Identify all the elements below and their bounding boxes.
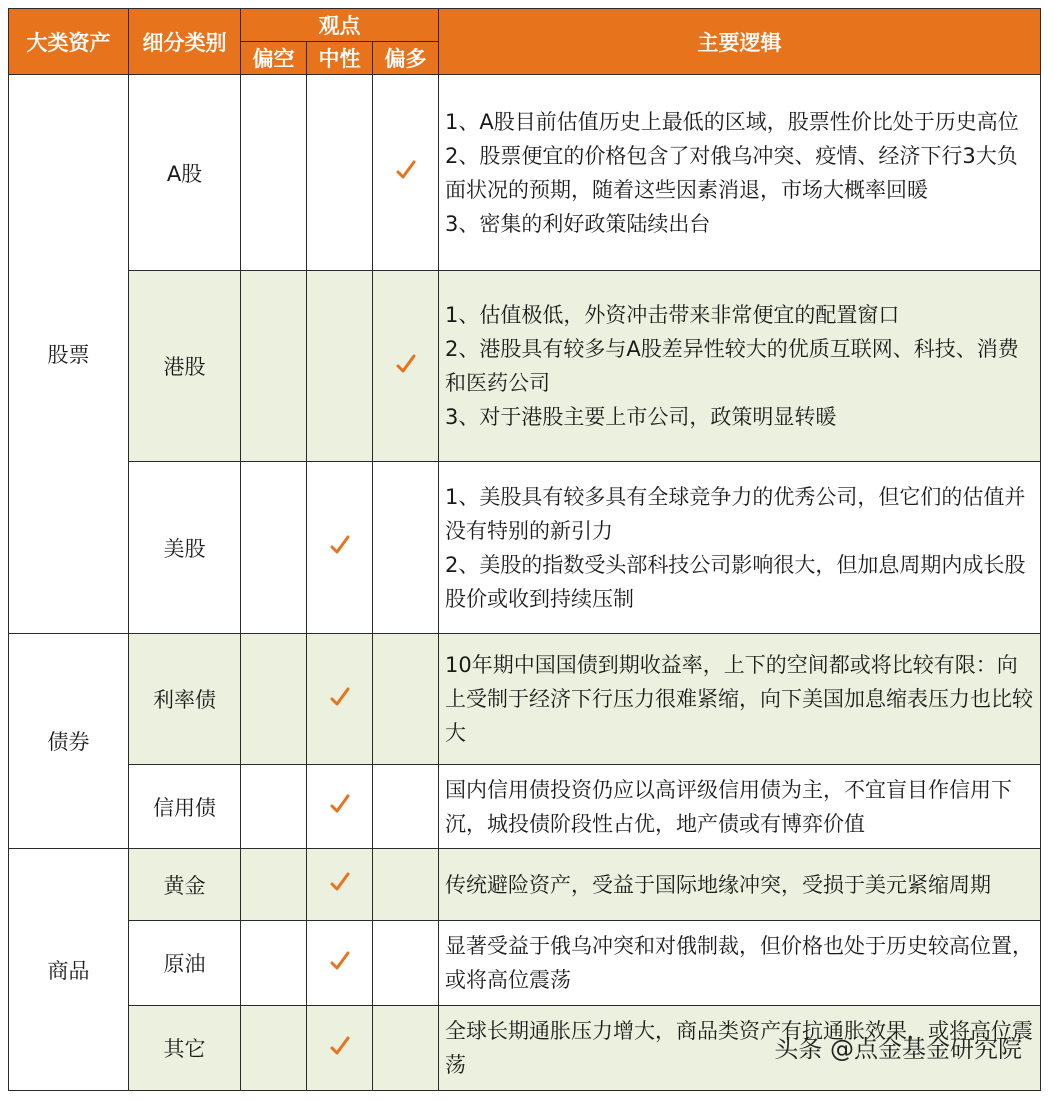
check-icon: [329, 871, 351, 893]
check-icon: [329, 950, 351, 972]
logic-point: 2、港股具有较多与A股差异性较大的优质互联网、科技、消费和医药公司: [445, 337, 1019, 395]
sub-category-cell: A股: [129, 75, 241, 271]
logic-cell: [439, 634, 1041, 765]
logic-point: 2、美股的指数受头部科技公司影响很大，但加息周期内成长股股价或收到持续压制: [445, 552, 1026, 611]
logic-point: 1、美股具有较多具有全球竞争力的优秀公司，但它们的估值并没有特别的新引力: [445, 484, 1026, 543]
page: [8, 8, 1048, 1090]
table-row: [9, 75, 1041, 271]
header-asset-class: 大类资产: [9, 9, 129, 75]
view-bullish-cell: [373, 1006, 439, 1091]
logic-point: 3、密集的利好政策陆续出台: [445, 211, 711, 236]
logic-cell: [439, 75, 1041, 271]
header-neutral: 中性: [307, 42, 373, 75]
view-neutral-cell: [307, 271, 373, 462]
sub-category-cell: 利率债: [129, 634, 241, 765]
header-view: 观点: [241, 9, 439, 42]
check-icon: [395, 159, 417, 181]
view-neutral-cell: [307, 462, 373, 634]
view-neutral-cell: [307, 1006, 373, 1091]
logic-point: 全球长期通胀压力增大，商品类资产有抗通胀效果，或将高位震荡: [445, 1019, 1034, 1077]
view-neutral-cell: [307, 634, 373, 765]
logic-point: 1、A股目前估值历史上最低的区域，股票性价比处于历史高位: [445, 109, 1019, 134]
logic-point: 国内信用债投资仍应以高评级信用债为主，不宜盲目作信用下沉，城投债阶段性占优，地产债或有博弈价值: [445, 777, 1013, 836]
sub-category-cell: 信用债: [129, 765, 241, 849]
logic-cell: [439, 921, 1041, 1006]
view-bullish-cell: [373, 75, 439, 271]
logic-cell: [439, 765, 1041, 849]
logic-point: 2、股票便宜的价格包含了对俄乌冲突、疫情、经济下行3大负面状况的预期，随着这些因素消退，市场大概率回暖: [445, 143, 1018, 202]
table-row: [9, 271, 1041, 462]
check-icon: [395, 353, 417, 375]
header-bullish: 偏多: [373, 42, 439, 75]
table-row: [9, 849, 1041, 921]
table-body: [9, 75, 1041, 1091]
view-bearish-cell: [241, 634, 307, 765]
view-bearish-cell: [241, 765, 307, 849]
logic-point: 3、对于港股主要上市公司，政策明显转暖: [445, 405, 837, 429]
sub-category-cell: 其它: [129, 1006, 241, 1091]
view-bullish-cell: [373, 634, 439, 765]
view-bullish-cell: [373, 462, 439, 634]
watermark: 头条 @点金基金研究院: [774, 1035, 1022, 1063]
sub-category-cell: 黄金: [129, 849, 241, 921]
asset-class-cell: 债券: [9, 634, 129, 849]
logic-point: 1、估值极低，外资冲击带来非常便宜的配置窗口: [445, 303, 900, 327]
check-icon: [329, 1035, 351, 1057]
view-bearish-cell: [241, 921, 307, 1006]
view-bearish-cell: [241, 271, 307, 462]
logic-point: 10年期中国国债到期收益率，上下的空间都或将比较有限：向上受制于经济下行压力很难紧缩，向下美国加息缩表压力也比较大: [445, 653, 1034, 745]
view-bullish-cell: [373, 271, 439, 462]
view-bearish-cell: [241, 462, 307, 634]
header-sub-category: 细分类别: [129, 9, 241, 75]
table-row: [9, 634, 1041, 765]
logic-point: 传统避险资产，受益于国际地缘冲突，受损于美元紧缩周期: [445, 872, 992, 897]
view-neutral-cell: [307, 75, 373, 271]
view-bullish-cell: [373, 921, 439, 1006]
table-row: [9, 765, 1041, 849]
header-bearish: 偏空: [241, 42, 307, 75]
logic-point: 显著受益于俄乌冲突和对俄制裁，但价格也处于历史较高位置，或将高位震荡: [445, 934, 1034, 992]
view-bearish-cell: [241, 75, 307, 271]
logic-cell: [439, 271, 1041, 462]
asset-class-cell: 商品: [9, 849, 129, 1091]
view-neutral-cell: [307, 765, 373, 849]
view-bearish-cell: [241, 849, 307, 921]
header-logic: 主要逻辑: [439, 9, 1041, 75]
logic-cell: [439, 462, 1041, 634]
sub-category-cell: 美股: [129, 462, 241, 634]
view-bullish-cell: [373, 765, 439, 849]
table-row: [9, 921, 1041, 1006]
check-icon: [329, 686, 351, 708]
check-icon: [329, 534, 351, 556]
view-neutral-cell: [307, 921, 373, 1006]
check-icon: [329, 793, 351, 815]
asset-view-table: [8, 8, 1041, 1091]
view-bullish-cell: [373, 849, 439, 921]
sub-category-cell: 港股: [129, 271, 241, 462]
logic-cell: [439, 849, 1041, 921]
sub-category-cell: 原油: [129, 921, 241, 1006]
table-row: [9, 462, 1041, 634]
view-bearish-cell: [241, 1006, 307, 1091]
asset-class-cell: 股票: [9, 75, 129, 634]
view-neutral-cell: [307, 849, 373, 921]
